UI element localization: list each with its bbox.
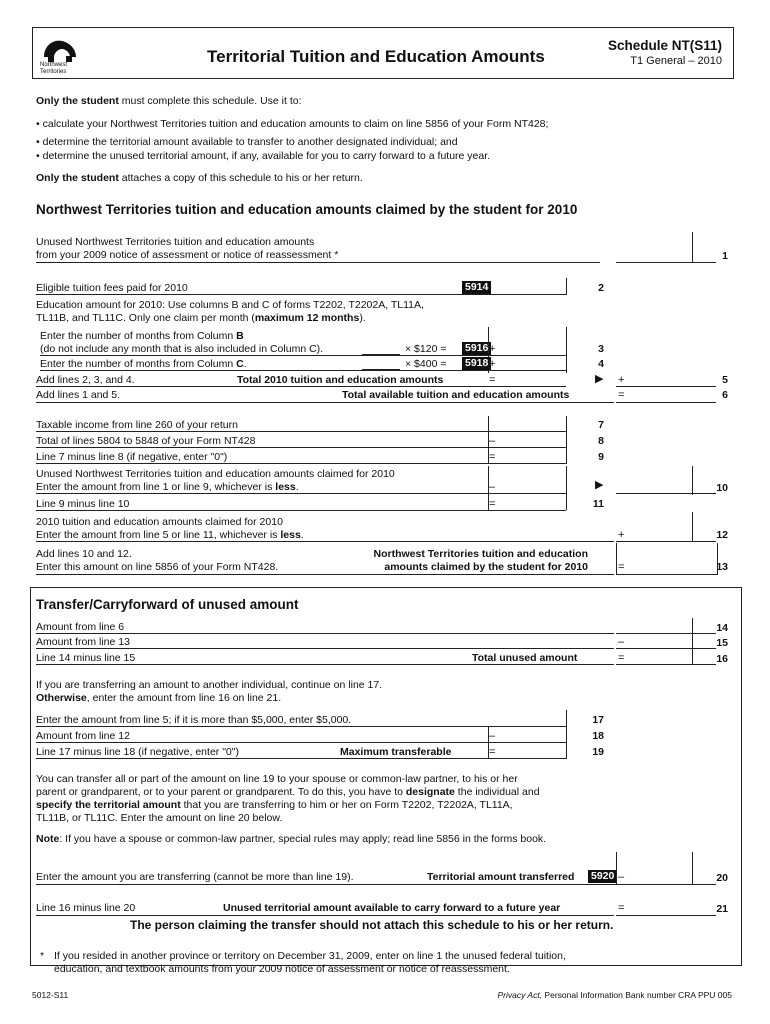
- form-label: T1 General – 2010: [630, 55, 722, 67]
- note-text: Note: If you have a spouse or common-law partner, special rules may apply; read line 5856 in the forms book.: [36, 833, 547, 845]
- line11-text: Line 9 minus line 10: [36, 498, 130, 510]
- form-page: [22, 22, 742, 1007]
- line17-text: Enter the amount from line 5; if it is more than $5,000, enter $5,000.: [36, 714, 352, 726]
- line8-text: Total of lines 5804 to 5848 of your Form NT428: [36, 435, 256, 447]
- line1-amount[interactable]: [618, 248, 692, 260]
- line12-text-a: 2010 tuition and education amounts claimed for 2010: [36, 516, 283, 528]
- line19-amount[interactable]: [500, 745, 564, 757]
- line18-text: Amount from line 12: [36, 730, 130, 742]
- line10-subtotal[interactable]: [500, 480, 564, 492]
- line-number-14: 14: [716, 622, 728, 634]
- line13-total-b: amounts claimed by the student for 2010: [384, 561, 588, 573]
- line21-text: Line 16 minus line 20: [36, 902, 136, 914]
- code-5918: 5918: [462, 357, 491, 370]
- line21-equals: =: [618, 902, 625, 914]
- line8-amount[interactable]: [500, 434, 564, 446]
- code-5914: 5914: [462, 281, 491, 294]
- footnote-star: *: [40, 950, 45, 962]
- schedule-label: Schedule NT(S11): [607, 38, 722, 53]
- line3-months[interactable]: [362, 342, 400, 355]
- line9-amount[interactable]: [500, 450, 564, 462]
- line5-subtotal[interactable]: [500, 373, 564, 385]
- para2-a: You can transfer all or part of the amount on line 19 to your spouse or common-law partner, to his or her: [36, 773, 518, 785]
- line4-plus: +: [489, 358, 496, 370]
- line6-amount[interactable]: [628, 388, 712, 400]
- line4-months[interactable]: [362, 357, 400, 370]
- line18-amount[interactable]: [500, 729, 564, 741]
- para1-a: If you are transferring an amount to another individual, continue on line 17.: [36, 679, 383, 691]
- line3-amount[interactable]: [500, 342, 564, 354]
- line14-amount[interactable]: [628, 620, 692, 632]
- line-number-21: 21: [716, 903, 728, 915]
- line14-text: Amount from line 6: [36, 621, 125, 633]
- line6-text: Add lines 1 and 5.: [36, 389, 121, 401]
- line-number-19: 19: [592, 746, 604, 758]
- line-number-18: 18: [592, 730, 604, 742]
- privacy-note: Privacy Act, Personal Information Bank number CRA PPU 005: [497, 990, 732, 1000]
- line7-text: Taxable income from line 260 of your return: [36, 419, 238, 431]
- line6-total: Total available tuition and education amounts: [342, 389, 570, 401]
- edu-text-a: Education amount for 2010: Use columns B and C of forms T2202, T2202A, TL11A,: [36, 299, 424, 311]
- line12-plus: +: [618, 529, 625, 541]
- line1-text-b: from your 2009 notice of assessment or notice of reassessment *: [36, 249, 339, 261]
- line-number-17: 17: [592, 714, 604, 726]
- line11-equals: =: [489, 498, 496, 510]
- line12-text-b: Enter the amount from line 5 or line 11, whichever is less.: [36, 529, 304, 541]
- line9-text: Line 7 minus line 8 (if negative, enter "0"): [36, 451, 228, 463]
- line-number-12: 12: [716, 529, 728, 541]
- line20-minus: –: [618, 871, 625, 883]
- line-number-9: 9: [598, 451, 604, 463]
- line5-text: Add lines 2, 3, and 4.: [36, 374, 135, 386]
- line-number-10: 10: [716, 482, 728, 494]
- code-5920: 5920: [588, 870, 617, 883]
- line10-text-b: Enter the amount from line 1 or line 9, whichever is less.: [36, 481, 299, 493]
- form-number: 5012-S11: [32, 990, 69, 1000]
- line3-text-a: Enter the number of months from Column B: [40, 330, 244, 342]
- line10-amount[interactable]: [618, 480, 692, 492]
- line13-text-a: Add lines 10 and 12.: [36, 548, 132, 560]
- edu-text-b: TL11B, and TL11C. Only one claim per month (maximum 12 months).: [36, 312, 366, 324]
- line10-text-a: Unused Northwest Territories tuition and education amounts claimed for 2010: [36, 468, 395, 480]
- bullet-1: • calculate your Northwest Territories tuition and education amounts to claim on line 5856 of your Form NT428;: [36, 118, 549, 130]
- line13-amount[interactable]: [628, 560, 692, 572]
- logo-text: Northwest Territories: [40, 62, 68, 75]
- line5-total: Total 2010 tuition and education amounts: [237, 374, 444, 386]
- line5-arrow: ▶: [595, 373, 604, 385]
- line-number-5: 5: [722, 374, 728, 386]
- line20-total: Territorial amount transferred: [427, 871, 575, 883]
- line16-amount[interactable]: [628, 651, 692, 663]
- line4-mult: × $400 =: [405, 358, 447, 370]
- code-5916: 5916: [462, 342, 491, 355]
- line-number-16: 16: [716, 653, 728, 665]
- intro-attach: Only the student attaches a copy of this schedule to his or her return.: [36, 172, 363, 184]
- line16-total: Total unused amount: [472, 652, 578, 664]
- line19-text: Line 17 minus line 18 (if negative, enter "0"): [36, 746, 239, 758]
- section1-title: Northwest Territories tuition and education amounts claimed by the student for 2010: [36, 202, 578, 217]
- line4-text: Enter the number of months from Column C.: [40, 358, 247, 370]
- line-number-13: 13: [716, 561, 728, 573]
- line15-minus: –: [618, 636, 625, 648]
- line-number-11: 11: [592, 498, 604, 510]
- line21-total: Unused territorial amount available to carry forward to a future year: [223, 902, 561, 914]
- line10-arrow: ▶: [595, 479, 604, 491]
- line4-amount[interactable]: [500, 357, 564, 369]
- line-number-1: 1: [722, 250, 728, 262]
- line12-amount[interactable]: [628, 528, 692, 540]
- section2-title: Transfer/Carryforward of unused amount: [36, 597, 299, 612]
- line-number-6: 6: [722, 389, 728, 401]
- transfer-warning: The person claiming the transfer should not attach this schedule to his or her return.: [130, 918, 614, 932]
- bullet-3: • determine the unused territorial amount, if any, available for you to carry forward to a future year.: [36, 150, 491, 162]
- line1-text-a: Unused Northwest Territories tuition and education amounts: [36, 236, 315, 248]
- line3-mult: × $120 =: [405, 343, 447, 355]
- line5-plus: +: [618, 374, 625, 386]
- line15-text: Amount from line 13: [36, 636, 130, 648]
- line20-amount[interactable]: [628, 870, 692, 882]
- line18-minus: –: [489, 730, 496, 742]
- line-number-2: 2: [598, 282, 604, 294]
- para2-c: specify the territorial amount that you are transferring to him or her on Form T2202, T2202A, TL11A,: [36, 799, 513, 811]
- line10-minus: –: [489, 481, 496, 493]
- line7-amount[interactable]: [500, 418, 564, 430]
- line13-text-b: Enter this amount on line 5856 of your Form NT428.: [36, 561, 279, 573]
- line9-equals: =: [489, 451, 496, 463]
- line-number-4: 4: [598, 358, 604, 370]
- line16-text: Line 14 minus line 15: [36, 652, 136, 664]
- line16-equals: =: [618, 652, 625, 664]
- line20-text: Enter the amount you are transferring (cannot be more than line 19).: [36, 871, 354, 883]
- line19-total: Maximum transferable: [340, 746, 452, 758]
- line8-minus: –: [489, 435, 496, 447]
- line-number-8: 8: [598, 435, 604, 447]
- line-number-7: 7: [598, 419, 604, 431]
- line15-amount[interactable]: [628, 635, 692, 647]
- para2-b: parent or grandparent, or to your parent or grandparent. To do this, you have to designate the individual and: [36, 786, 540, 798]
- line5-equals: =: [489, 374, 496, 386]
- intro-lead: Only the student must complete this schedule. Use it to:: [36, 95, 302, 107]
- form-title: Territorial Tuition and Education Amounts: [207, 47, 545, 66]
- footnote-a: If you resided in another province or territory on December 31, 2009, enter on line 1 the unused federal tuition,: [54, 950, 566, 962]
- line3-plus: +: [489, 343, 496, 355]
- line13-equals: =: [618, 561, 625, 573]
- para1-b: Otherwise, enter the amount from line 16 on line 21.: [36, 692, 282, 704]
- line5-amount[interactable]: [628, 373, 712, 385]
- para2-d: TL11B, or TL11C. Enter the amount on line 20 below.: [36, 812, 283, 824]
- line17-amount[interactable]: [500, 713, 564, 725]
- line3-text-b: (do not include any month that is also included in Column C).: [40, 343, 324, 355]
- line19-equals: =: [489, 746, 496, 758]
- line13-total-a: Northwest Territories tuition and education: [373, 548, 588, 560]
- line21-amount[interactable]: [628, 901, 712, 913]
- bullet-2: • determine the territorial amount available to transfer to another designated individual; and: [36, 136, 458, 148]
- line-number-15: 15: [716, 637, 728, 649]
- line2-amount[interactable]: [494, 281, 564, 293]
- line2-text: Eligible tuition fees paid for 2010: [36, 282, 188, 294]
- line-number-3: 3: [598, 343, 604, 355]
- footnote-b: education, and textbook amounts from your 2009 notice of assessment or notice of reassessment.: [54, 963, 510, 975]
- line11-amount[interactable]: [500, 497, 564, 509]
- line-number-20: 20: [716, 872, 728, 884]
- line6-equals: =: [618, 389, 625, 401]
